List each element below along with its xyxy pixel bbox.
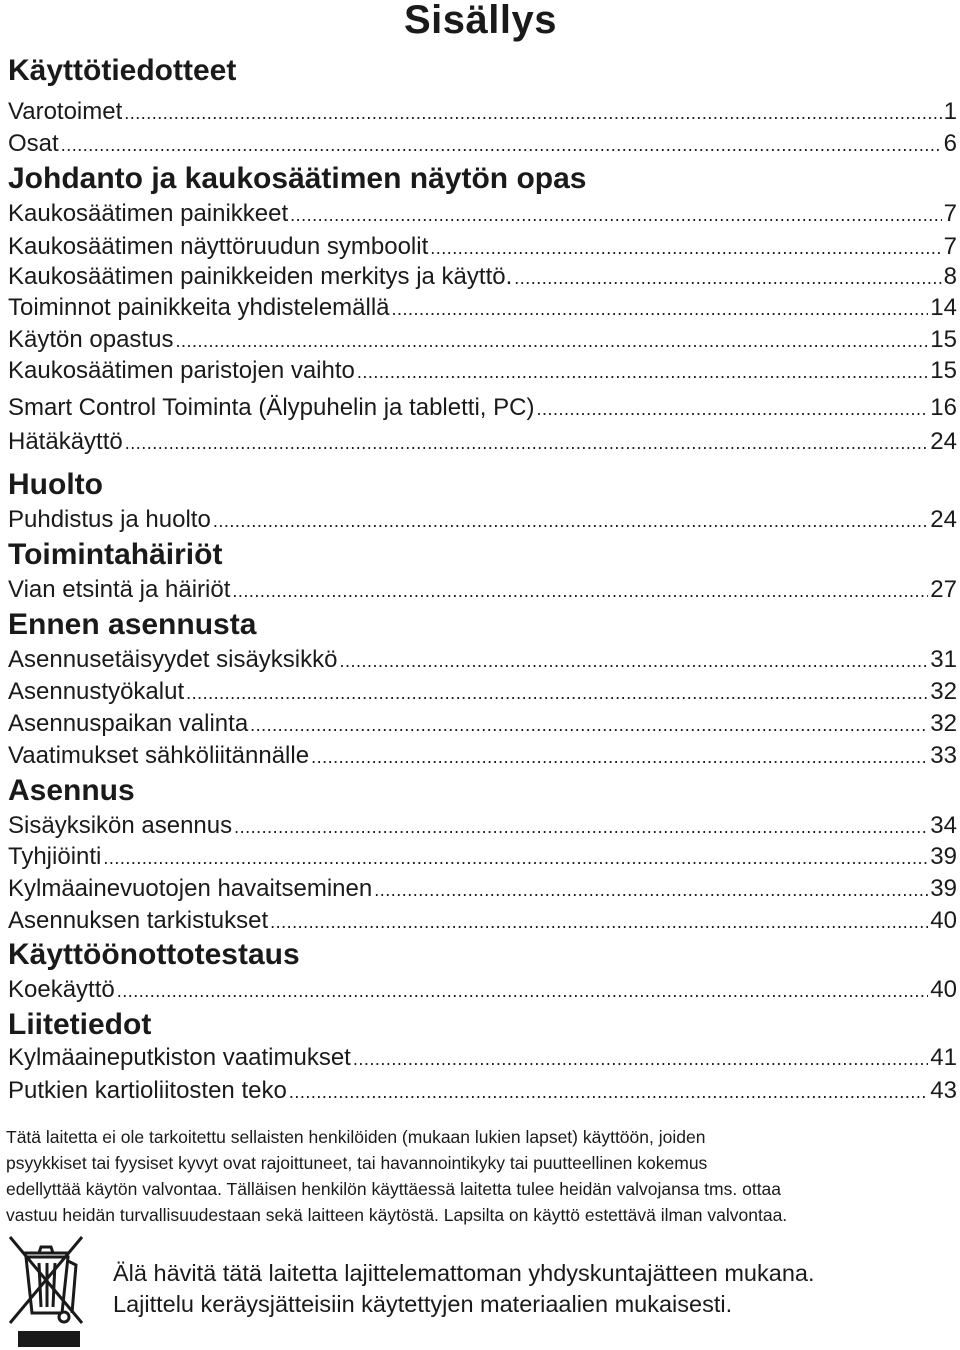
- toc-section-heading: Liitetiedot: [8, 1008, 152, 1041]
- safety-notice-line: psyykkiset tai fyysiset kyvyt ovat rajoittuneet, tai havannointikyky tai puutteellinen kokemus: [6, 1153, 708, 1173]
- toc-entry-page: 15: [930, 357, 957, 384]
- toc-entry-label: Sisäyksikön asennus: [8, 812, 233, 839]
- toc-section-heading: Huolto: [8, 468, 103, 501]
- toc-entry-label: Vaatimukset sähköliitännälle: [8, 742, 310, 769]
- toc-entry[interactable]: [8, 1044, 957, 1076]
- disposal-line: Älä hävitä tätä laitetta lajittelemattoman yhdyskuntajätteen mukana.: [113, 1260, 815, 1286]
- toc-dot-leader: [290, 200, 941, 228]
- toc-entry-label: Asennuksen tarkistukset: [8, 907, 269, 934]
- page-title: Sisällys: [404, 0, 558, 42]
- disposal-instructions: [113, 1258, 815, 1320]
- toc-entry-label: Asennusetäisyydet sisäyksikkö: [8, 646, 338, 673]
- toc-entry[interactable]: [8, 294, 957, 326]
- toc-entry[interactable]: [8, 394, 957, 426]
- toc-entry-page: 31: [930, 646, 957, 673]
- toc-entry-label: Kylmäainevuotojen havaitseminen: [8, 875, 373, 902]
- safety-notice-line: edellyttää käytön valvontaa. Tälläisen henkilön käyttäessä laitetta tulee heidän valvojansa tms. ottaa: [6, 1179, 782, 1199]
- toc-entry-label: Putkien kartioliitosten teko: [8, 1077, 287, 1104]
- toc-dot-leader: [250, 710, 928, 738]
- toc-entry-label: Asennuspaikan valinta: [8, 710, 249, 737]
- disposal-line: Lajittelu keräysjätteisiin käytettyjen materiaalien mukaisesti.: [113, 1291, 733, 1317]
- toc-entry[interactable]: [8, 326, 957, 358]
- toc-entry-label: Tyhjiöinti: [8, 843, 102, 870]
- toc-entry[interactable]: [8, 576, 957, 608]
- toc-dot-leader: [353, 1044, 928, 1072]
- toc-dot-leader: [357, 357, 928, 385]
- toc-entry-page: 32: [930, 678, 957, 705]
- toc-entry-page: 32: [930, 710, 957, 737]
- toc-dot-leader: [339, 646, 928, 674]
- toc-section-heading: Toimintahäiriöt: [8, 538, 223, 571]
- toc-dot-leader: [117, 976, 929, 1004]
- toc-entry-label: Osat: [8, 130, 59, 157]
- toc-entry[interactable]: [8, 130, 957, 162]
- toc-entry[interactable]: [8, 907, 957, 939]
- toc-entry-page: 33: [930, 742, 957, 769]
- toc-entry-page: 34: [930, 812, 957, 839]
- toc-entry-page: 40: [930, 907, 957, 934]
- toc-entry-page: 8: [943, 263, 957, 290]
- toc-entry[interactable]: [8, 812, 957, 844]
- toc-dot-leader: [125, 428, 929, 456]
- toc-entry-page: 40: [930, 976, 957, 1003]
- toc-entry[interactable]: [8, 200, 957, 232]
- toc-entry-label: Kaukosäätimen painikkeiden merkitys ja käyttö.: [8, 263, 513, 290]
- toc-entry[interactable]: [8, 1077, 957, 1109]
- toc-entry-label: Kaukosäätimen painikkeet: [8, 200, 289, 227]
- toc-dot-leader: [392, 294, 929, 322]
- toc-dot-leader: [289, 1077, 928, 1105]
- toc-entry[interactable]: [8, 233, 957, 265]
- toc-dot-leader: [213, 506, 928, 534]
- toc-entry-label: Vian etsintä ja häiriöt: [8, 576, 231, 603]
- toc-entry-page: 24: [930, 428, 957, 455]
- toc-entry[interactable]: [8, 875, 957, 907]
- toc-dot-leader: [270, 907, 928, 935]
- toc-entry-page: 1: [943, 98, 957, 125]
- safety-notice-line: vastuu heidän turvallisuudestaan sekä laitteen käytöstä. Lapsilta on käyttö estettävä ilman valvontaa.: [6, 1205, 788, 1225]
- crossed-out-wheeled-bin-icon: [6, 1233, 86, 1349]
- toc-entry-page: 15: [930, 326, 957, 353]
- toc-entry-page: 24: [930, 506, 957, 533]
- toc-section-heading: Asennus: [8, 774, 135, 807]
- toc-dot-leader: [536, 394, 928, 422]
- toc-entry-label: Koekäyttö: [8, 976, 115, 1003]
- toc-entry[interactable]: [8, 710, 957, 742]
- toc-dot-leader: [175, 326, 928, 354]
- toc-entry-label: Käytön opastus: [8, 326, 174, 353]
- toc-entry-label: Hätäkäyttö: [8, 428, 123, 455]
- toc-section-heading: Ennen asennusta: [8, 608, 257, 641]
- toc-entry-label: Kaukosäätimen paristojen vaihto: [8, 357, 355, 384]
- toc-dot-leader: [103, 843, 928, 871]
- toc-dot-leader: [311, 742, 928, 770]
- toc-entry-page: 43: [930, 1077, 957, 1104]
- toc-section-heading: Käyttöönottotestaus: [8, 938, 300, 971]
- toc-entry-label: Smart Control Toiminta (Älypuhelin ja tabletti, PC): [8, 394, 535, 421]
- toc-entry[interactable]: [8, 742, 957, 774]
- toc-entry-page: 27: [930, 576, 957, 603]
- toc-entry-page: 39: [930, 843, 957, 870]
- toc-entry[interactable]: [8, 976, 957, 1008]
- toc-entry[interactable]: [8, 506, 957, 538]
- toc-dot-leader: [374, 875, 928, 903]
- toc-entry-label: Asennustyökalut: [8, 678, 185, 705]
- toc-entry-page: 7: [943, 233, 957, 260]
- toc-dot-leader: [514, 263, 941, 291]
- safety-notice-line: Tätä laitetta ei ole tarkoitettu sellaisten henkilöiden (mukaan lukien lapset) käyttöön, joiden: [6, 1127, 706, 1147]
- toc-entry-label: Kaukosäätimen näyttöruudun symboolit: [8, 233, 429, 260]
- toc-entry[interactable]: [8, 843, 957, 875]
- safety-notice: [6, 1124, 956, 1228]
- toc-dot-leader: [430, 233, 941, 261]
- toc-entry-page: 7: [943, 200, 957, 227]
- toc-dot-leader: [61, 130, 942, 158]
- toc-entry-page: 39: [930, 875, 957, 902]
- toc-entry[interactable]: [8, 98, 957, 130]
- toc-dot-leader: [124, 98, 941, 126]
- toc-entry[interactable]: [8, 357, 957, 389]
- toc-entry-label: Kylmäaineputkiston vaatimukset: [8, 1044, 351, 1071]
- toc-entry[interactable]: [8, 263, 957, 295]
- toc-entry-page: 16: [930, 394, 957, 421]
- toc-entry-label: Puhdistus ja huolto: [8, 506, 211, 533]
- toc-section-heading: Käyttötiedotteet: [8, 54, 237, 87]
- toc-entry[interactable]: [8, 678, 957, 710]
- toc-entry[interactable]: [8, 646, 957, 678]
- toc-section-heading: Johdanto ja kaukosäätimen näytön opas: [8, 162, 587, 195]
- toc-entry-page: 41: [930, 1044, 957, 1071]
- toc-entry-page: 14: [930, 294, 957, 321]
- toc-entry-label: Toiminnot painikkeita yhdistelemällä: [8, 294, 390, 321]
- toc-entry-page: 6: [943, 130, 957, 157]
- toc-dot-leader: [234, 812, 928, 840]
- toc-entry[interactable]: [8, 428, 957, 460]
- toc-entry-label: Varotoimet: [8, 98, 123, 125]
- toc-dot-leader: [186, 678, 928, 706]
- toc-dot-leader: [232, 576, 928, 604]
